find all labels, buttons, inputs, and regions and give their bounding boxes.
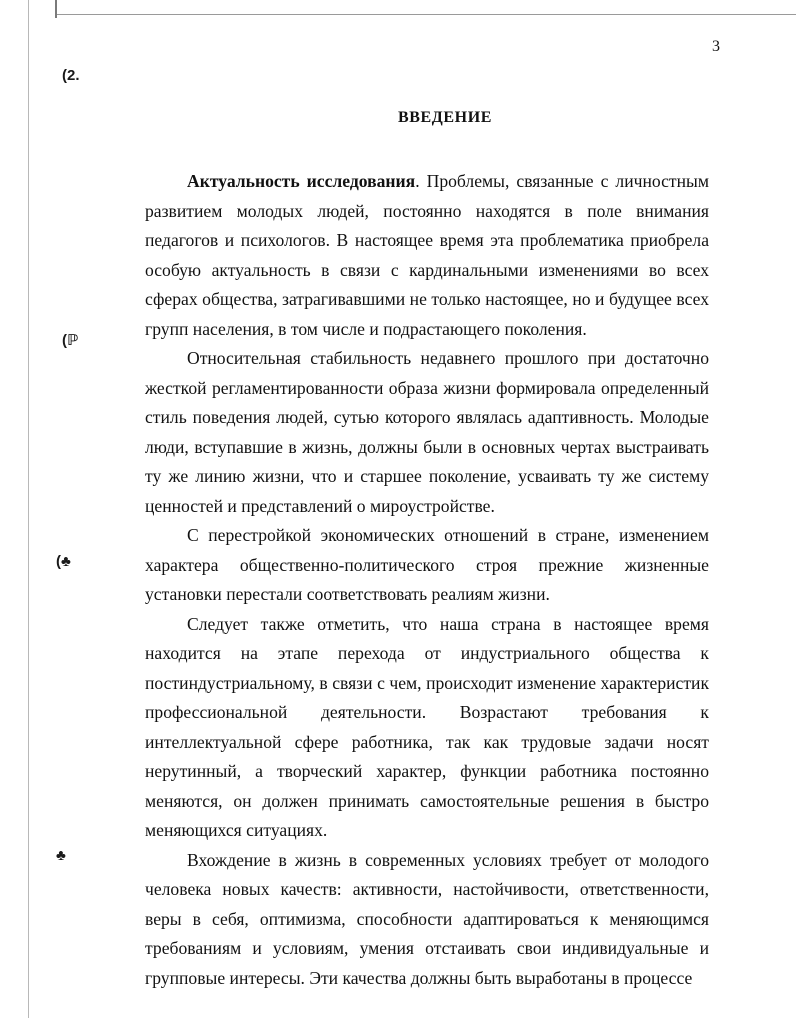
paragraph-postindustrial: Следует также отметить, что наша страна в настоящее время находится на этапе перехода от индустриального общества к постиндустриальному, в связи с чем, происходит изменение характеристик профессиональной деятельности. Возрастают требования к интеллектуальной сфере работника, так как трудовые задачи носят нерутинный, а творческий характер, функции работника постоянно меняются, он должен принимать самостоятельные решения в быстро меняющихся ситуациях.: [145, 613, 709, 840]
paragraph-lead-heading: Актуальность исследования: [187, 171, 416, 191]
page-title: ВВЕДЕНИЕ: [397, 109, 493, 126]
margin-binding-mark-icon: (ℙ: [62, 332, 79, 349]
margin-binding-mark-icon: (♣: [56, 553, 71, 570]
paragraph-relevance: [145, 167, 709, 344]
margin-binding-mark-icon: (2.: [62, 67, 80, 84]
scan-top-edge-line: [55, 14, 796, 15]
scan-corner-mark: [55, 0, 57, 18]
paragraph-stability: Относительная стабильность недавнего прошлого при достаточно жесткой регламентированности образа жизни формировала определенный стиль поведения людей, сутью которого являлась адаптивность. Молодые люди, вступавшие в жизнь, должны были в основных чертах выстраивать ту же линию жизни, что и старшее поколение, усваивать ту же систему ценностей и представлений о мироустройстве.: [145, 348, 709, 516]
page-number: 3: [712, 38, 720, 55]
paragraph-restructuring: С перестройкой экономических отношений в стране, изменением характера общественно-политического строя прежние жизненные установки перестали соответствовать реалиям жизни.: [145, 525, 709, 604]
document-body: [145, 167, 709, 993]
paragraph-new-qualities: Вхождение в жизнь в современных условиях требует от молодого человека новых качеств: активности, настойчивости, ответственности, веры в себя, оптимизма, способности адаптироваться к меняющимся требованиям и условиям, умения отстаивать свои индивидуальные и групповые интересы. Эти качества должны быть выработаны в процессе: [145, 849, 709, 988]
margin-binding-mark-icon: ♣: [56, 847, 66, 864]
scan-left-edge-line: [28, 0, 29, 1018]
paragraph-text: . Проблемы, связанные с личностным развитием молодых людей, постоянно находятся в поле внимания педагогов и психологов. В настоящее время эта проблематика приобрела особую актуальность в связи с кардинальными изменениями во всех сферах общества, затрагивавшими не только настоящее, но и будущее всех групп населения, в том числе и подрастающего поколения.: [145, 171, 709, 339]
